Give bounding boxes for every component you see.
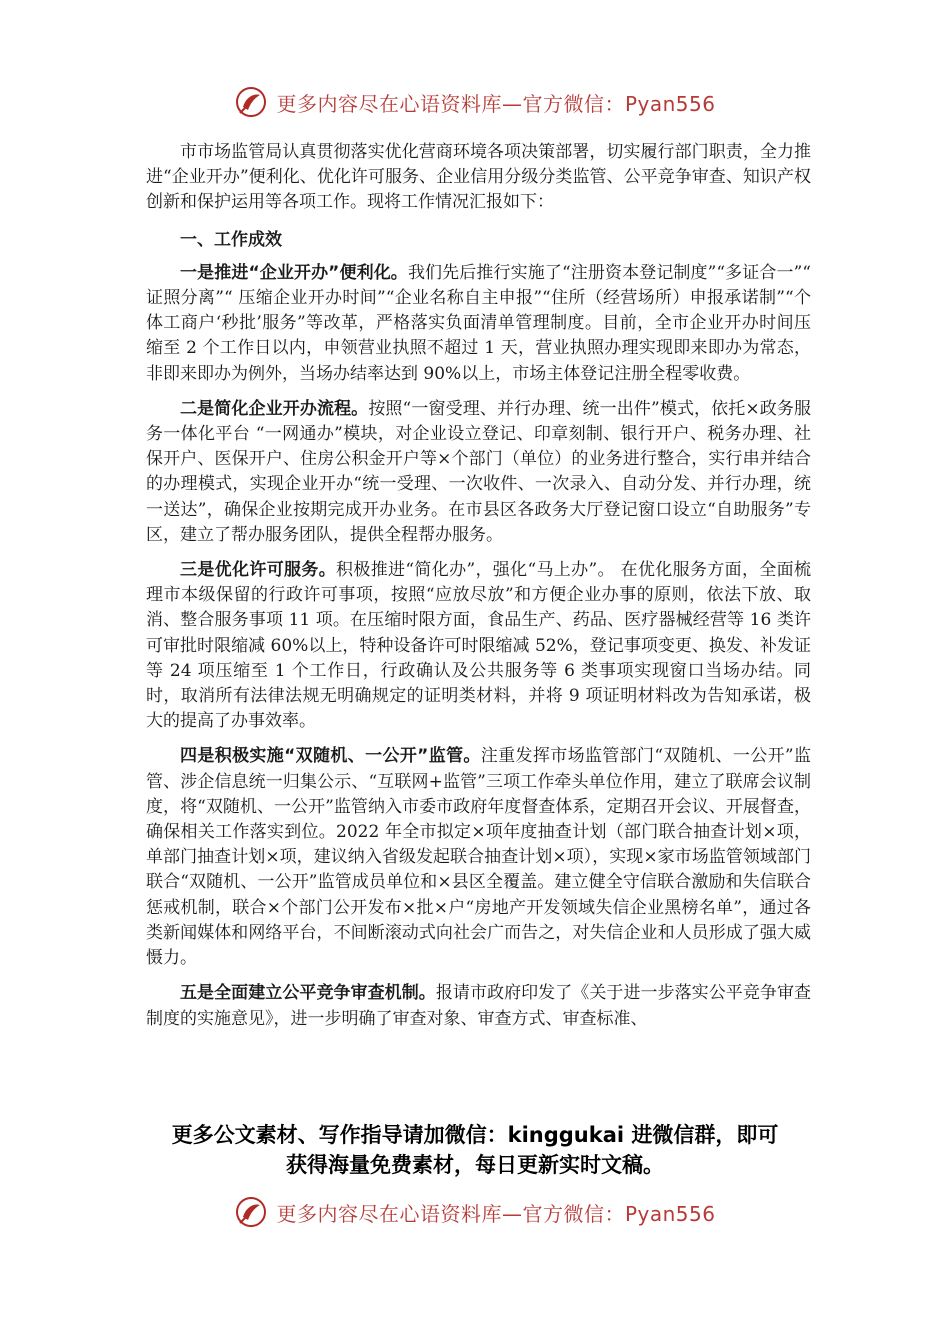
item-lead: 一是推进“企业开办”便利化。: [180, 262, 408, 283]
watermark-text: 更多内容尽在心语资料库—官方微信：Pyan556: [276, 91, 716, 116]
item-lead: 四是积极实施“双随机、一公开”监管。: [180, 746, 481, 767]
item-body: 积极推进“简化办”，强化“马上办”。 在优化服务方面，全面梳理市本级保留的行政许可事项，按照“应放尽放”和方便企业办事的原则，依法下放、取消、整合服务事项 11 项。在压缩时限方面，食品生产、药品、医疗器械经营等 16 类许可审批时限缩减 60%以上，特种设备许可时限缩减 52%，登记事项变更、换发、补发证等 24 项压缩至 1 个工作日，行政确认及公共服务等 6 类事项实现窗口当场办结。同时，取消所有法律法规无明确规定的证明类材料，并将 9 项证明材料改为告知承诺，极大的提高了办事效率。: [146, 560, 812, 732]
item-body: 报请市政府印发了《关于进一步落实公平竞争审查制度的实施意见》，进一步明确了审查对象、审查方式、审查标准、: [146, 983, 812, 1029]
promo-line-1: 更多公文素材、写作指导请加微信：kinggukai 进微信群，即可: [171, 1123, 779, 1147]
item-lead: 三是优化许可服务。: [180, 560, 337, 581]
item-body: 注重发挥市场监管部门“双随机、一公开”监管、涉企信息统一归集公示、“互联网+监管”三项工作牵头单位作用，建立了联席会议制度，将“双随机、一公开”监管纳入市委市政府年度督查体系，定期召开会议、开展督查，确保相关工作落实到位。2022 年全市拟定×项年度抽查计划（部门联合抽查计划×项，单部门抽查计划×项，建议纳入省级发起联合抽查计划×项），实现×家市场监管领域部门联合“双随机、一公开”监管成员单位和×县区全覆盖。建立健全守信联合激励和失信联合惩戒机制，联合×个部门公开发布×批×户“房地产开发领域失信企业黑榜名单”，通过各类新闻媒体和网络平台，不间断滚动式向社会广而告之，对失信企业和人员形成了强大威慑力。: [146, 746, 811, 969]
section-heading: 一、工作成效: [180, 229, 282, 250]
item-lead: 二是简化企业开办流程。: [180, 398, 369, 419]
watermark-header: [0, 82, 950, 122]
intro-paragraph: 市市场监管局认真贯彻落实优化营商环境各项决策部署，切实履行部门职责，全力推进“企业开办”便利化、优化许可服务、企业信用分级分类监管、公平竞争审查、知识产权创新和保护运用等各项工作。现将工作情况汇报如下：: [146, 142, 811, 213]
item-body: 我们先后推行实施了“注册资本登记制度”“多证合一”“ 证照分离”“ 压缩企业开办时间”“企业名称自主申报”“住所（经营场所）申报承诺制”“个体工商户‘秒批’服务”等改革，严格落实负面清单管理制度。目前，全市企业开办时间压缩至 2 个工作日以内，申领营业执照不超过 1 天，营业执照办理实现即来即办为常态，非即来即办为例外，当场办结率达到 90%以上，市场主体登记注册全程零收费。: [146, 262, 811, 384]
watermark-text: 更多内容尽在心语资料库—官方微信：Pyan556: [276, 1201, 716, 1226]
item-paragraph-5: [146, 981, 811, 1031]
library-logo-icon: [234, 1195, 268, 1229]
promo-line-2: 获得海量免费素材，每日更新实时文稿。: [286, 1153, 664, 1177]
item-paragraph-2: [146, 397, 811, 548]
item-lead: 五是全面建立公平竞争审查机制。: [180, 983, 436, 1004]
item-paragraph-4: [146, 744, 811, 971]
watermark-footer: [0, 1192, 950, 1232]
item-paragraph-3: [146, 558, 811, 734]
promo-banner: [120, 1120, 830, 1180]
library-logo-icon: [234, 85, 268, 119]
item-paragraph-1: [146, 261, 811, 387]
document-body: [146, 140, 811, 1032]
item-body: 按照“一窗受理、并行办理、统一出件”模式，依托×政务服务一体化平台 “一网通办”模块，对企业设立登记、印章刻制、银行开户、税务办理、社保开户、医保开户、住房公积金开户等×个部门（单位）的业务进行整合，实行串并结合的办理模式，实现企业开办“统一受理、一次收件、一次录入、自动分发、并行办理，统一送达”，确保企业按期完成开办业务。在市县区各政务大厅登记窗口设立“自助服务”专区，建立了帮办服务团队，提供全程帮办服务。: [146, 398, 812, 545]
